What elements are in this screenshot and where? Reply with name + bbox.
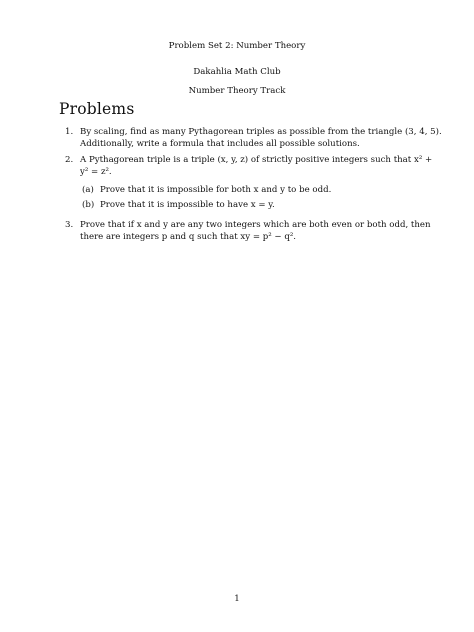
subpart-label: (b) (82, 200, 95, 210)
problem-text (80, 127, 442, 150)
problem-number: 1. (65, 127, 74, 137)
problem-text (80, 220, 431, 243)
problem-line: Prove that if x and y are any two integers which are both even or both odd, then (80, 220, 431, 230)
subpart-text: Prove that it is impossible to have x = y. (100, 200, 275, 210)
problem-number: 3. (65, 220, 74, 230)
club-name: Dakahlia Math Club (193, 67, 281, 77)
subpart-text: Prove that it is impossible for both x and y to be odd. (100, 185, 332, 195)
problem-number: 2. (65, 155, 74, 165)
page-number: 1 (234, 594, 240, 604)
problem-line: there are integers p and q such that xy = p² − q². (80, 231, 297, 242)
problem-line: y² = z². (80, 166, 112, 177)
problem-line: Additionally, write a formula that includes all possible solutions. (80, 138, 360, 149)
track-name: Number Theory Track (188, 86, 286, 96)
document-title: Problem Set 2: Number Theory (168, 41, 306, 51)
problem-text (80, 155, 433, 178)
section-heading-problems: Problems (59, 100, 135, 118)
subpart-label: (a) (82, 185, 94, 195)
problem-line: By scaling, find as many Pythagorean triples as possible from the triangle (3, 4, 5). (80, 127, 442, 137)
problem-line: A Pythagorean triple is a triple (x, y, z) of strictly positive integers such that x² + (80, 155, 433, 165)
